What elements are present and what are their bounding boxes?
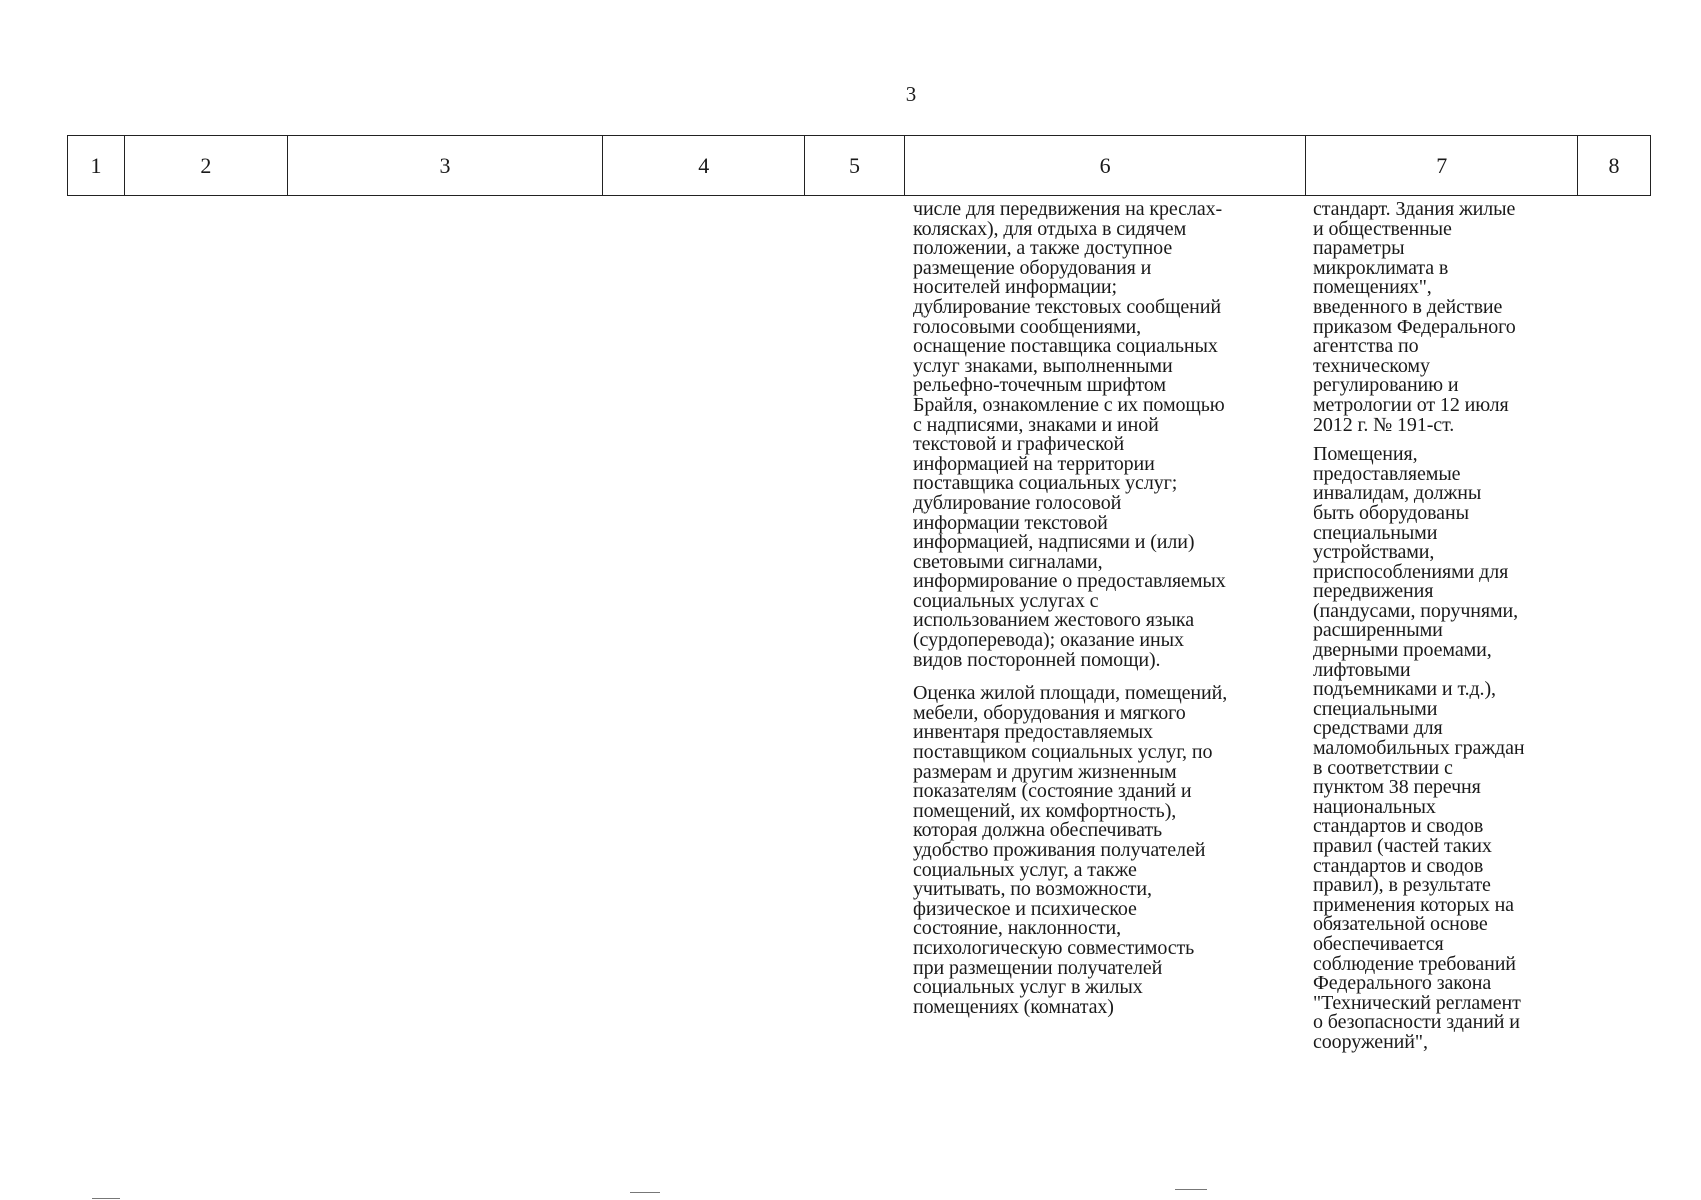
text-line: регулированию и	[1313, 374, 1459, 397]
text-line: устройствами,	[1313, 541, 1435, 564]
text-line: введенного в действие	[1313, 295, 1503, 318]
header-cell-6: 6	[905, 136, 1306, 195]
text-line: стандарт. Здания жилые	[1313, 198, 1516, 220]
text-line: при размещении получателей	[913, 956, 1163, 979]
text-line: колясках), для отдыха в сидячем	[913, 217, 1187, 240]
text-line: информирование о предоставляемых	[913, 570, 1226, 593]
scan-artifact	[92, 1198, 120, 1199]
header-cell-7: 7	[1306, 136, 1578, 195]
text-line: обязательной основе	[1313, 913, 1488, 936]
text-line: правил), в результате	[1313, 874, 1491, 897]
text-line: положении, а также доступное	[913, 237, 1173, 260]
header-cell-5: 5	[805, 136, 905, 195]
text-line: применения которых на	[1313, 893, 1514, 916]
text-line: социальных услуг в жилых	[913, 976, 1143, 999]
text-line: информацией на территории	[913, 452, 1155, 475]
column-7-text	[1313, 200, 1583, 1053]
text-line: помещениях (комнатах)	[913, 995, 1114, 1018]
text-line: предоставляемые	[1313, 462, 1461, 485]
text-line: "Технический регламент	[1313, 991, 1521, 1014]
text-line: техническому	[1313, 354, 1430, 377]
text-line: социальных услугах с	[913, 589, 1099, 612]
text-line: метрологии от 12 июля	[1313, 393, 1509, 416]
text-line: световыми сигналами,	[913, 550, 1103, 573]
header-cell-3: 3	[288, 136, 604, 195]
text-line: национальных	[1313, 795, 1436, 818]
text-line: состояние, наклонности,	[913, 917, 1122, 940]
text-line: стандартов и сводов	[1313, 854, 1484, 877]
header-cell-1: 1	[68, 136, 125, 195]
text-line: (сурдоперевода); оказание иных	[913, 629, 1184, 652]
text-line: помещений, их комфортность),	[913, 799, 1177, 822]
text-line: микроклимата в	[1313, 256, 1449, 279]
text-line: дверными проемами,	[1313, 639, 1492, 662]
text-line: мебели, оборудования и мягкого	[913, 701, 1186, 724]
text-line: Помещения,	[1313, 443, 1418, 466]
scan-artifact	[1175, 1189, 1207, 1190]
text-line: инвентаря предоставляемых	[913, 721, 1153, 744]
column-7-paragraph-2	[1313, 445, 1583, 1052]
text-line: приказом Федерального	[1313, 315, 1516, 338]
text-line: лифтовыми	[1313, 658, 1411, 681]
text-line: специальными	[1313, 521, 1438, 544]
text-line: инвалидам, должны	[1313, 482, 1482, 505]
header-cell-2: 2	[125, 136, 288, 195]
text-line: специальными	[1313, 697, 1438, 720]
text-line: размещение оборудования и	[913, 256, 1152, 279]
text-line: 2012 г. № 191-ст.	[1313, 413, 1455, 436]
text-line: быть оборудованы	[1313, 501, 1469, 524]
text-line: поставщиком социальных услуг, по	[913, 741, 1213, 764]
column-6-paragraph-1	[913, 200, 1313, 670]
text-line: которая должна обеспечивать	[913, 819, 1162, 842]
text-line: числе для передвижения на креслах-	[913, 198, 1223, 220]
text-line: рельефно-точечным шрифтом	[913, 374, 1166, 397]
header-cell-4: 4	[603, 136, 805, 195]
text-line: маломобильных граждан	[1313, 737, 1525, 760]
text-line: и общественные	[1313, 217, 1452, 240]
text-line: сооружений",	[1313, 1030, 1428, 1053]
text-line: носителей информации;	[913, 276, 1117, 299]
text-line: учитывать, по возможности,	[913, 878, 1152, 901]
table-header-row	[67, 135, 1651, 196]
text-line: приспособлениями для	[1313, 560, 1509, 583]
text-line: пунктом 38 перечня	[1313, 776, 1481, 799]
text-line: передвижения	[1313, 580, 1434, 603]
text-line: (пандусами, поручнями,	[1313, 599, 1519, 622]
text-line: показателям (состояние зданий и	[913, 780, 1192, 803]
scan-artifact	[630, 1192, 660, 1193]
text-line: подъемниками и т.д.),	[1313, 678, 1496, 701]
text-line: помещениях",	[1313, 276, 1432, 299]
text-line: параметры	[1313, 237, 1405, 260]
text-line: дублирование голосовой	[913, 491, 1122, 514]
header-cell-8: 8	[1608, 152, 1620, 178]
text-line: использованием жестового языка	[913, 609, 1195, 632]
text-line: Федерального закона	[1313, 972, 1492, 995]
text-line: обеспечивается	[1313, 932, 1444, 955]
text-line: услуг знаками, выполненными	[913, 354, 1173, 377]
text-line: расширенными	[1313, 619, 1443, 642]
text-line: информацией, надписями и (или)	[913, 531, 1195, 554]
text-line: поставщика социальных услуг;	[913, 472, 1178, 495]
text-line: голосовыми сообщениями,	[913, 315, 1142, 338]
text-line: средствами для	[1313, 717, 1443, 740]
text-line: текстовой и графической	[913, 433, 1125, 456]
text-line: удобство проживания получателей	[913, 839, 1206, 861]
text-line: соблюдение требований	[1313, 952, 1516, 975]
text-line: дублирование текстовых сообщений	[913, 295, 1221, 318]
column-7-paragraph-1	[1313, 200, 1583, 435]
text-line: размерам и другим жизненным	[913, 760, 1177, 783]
text-line: стандартов и сводов	[1313, 815, 1484, 838]
text-line: социальных услуг, а также	[913, 858, 1137, 881]
text-line: агентства по	[1313, 335, 1419, 358]
text-line: Брайля, ознакомление с их помощью	[913, 393, 1225, 416]
text-line: о безопасности зданий и	[1313, 1011, 1520, 1034]
text-line: в соответствии с	[1313, 756, 1453, 779]
page-number: 3	[905, 82, 917, 106]
text-line: оснащение поставщика социальных	[913, 335, 1218, 358]
text-line: информации текстовой	[913, 511, 1108, 534]
text-line: психологическую совместимость	[913, 936, 1195, 959]
text-line: правил (частей таких	[1313, 835, 1492, 857]
text-line: видов посторонней помощи).	[913, 648, 1161, 671]
text-line: физическое и психическое	[913, 897, 1137, 920]
column-6-paragraph-2	[913, 684, 1313, 1017]
text-line: Оценка жилой площади, помещений,	[913, 682, 1228, 705]
text-line: с надписями, знаками и иной	[913, 413, 1159, 436]
column-6-text	[913, 200, 1313, 1017]
